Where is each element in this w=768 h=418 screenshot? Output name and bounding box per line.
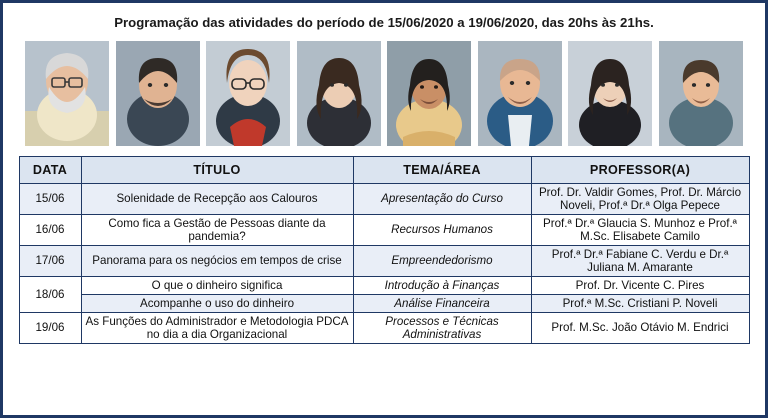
cell-titulo: Acompanhe o uso do dinheiro	[81, 294, 353, 312]
cell-data: 15/06	[19, 183, 81, 214]
column-header-professor: PROFESSOR(A)	[531, 156, 749, 183]
table-header-row	[19, 156, 749, 183]
cell-professor: Prof.ª Dr.ª Glaucia S. Munhoz e Prof.ª M.Sc. Elisabete Camilo	[531, 214, 749, 245]
table-row	[19, 245, 749, 276]
page-title: Programação das atividades do período de 15/06/2020 a 19/06/2020, das 20hs às 21hs.	[114, 15, 654, 30]
photo-joao-otavio-endrici	[659, 41, 743, 146]
table-row	[19, 312, 749, 343]
cell-tema: Análise Financeira	[353, 294, 531, 312]
cell-titulo: Como fica a Gestão de Pessoas diante da pandemia?	[81, 214, 353, 245]
cell-titulo: Panorama para os negócios em tempos de crise	[81, 245, 353, 276]
cell-data: 16/06	[19, 214, 81, 245]
photo-elisabete-camilo	[387, 41, 471, 146]
photo-fabiane-verdu	[568, 41, 652, 146]
photo-marcio-noveli	[116, 41, 200, 146]
cell-tema: Introdução à Finanças	[353, 276, 531, 294]
column-header-tema: TEMA/ÁREA	[353, 156, 531, 183]
cell-professor: Prof.ª M.Sc. Cristiani P. Noveli	[531, 294, 749, 312]
table-row	[19, 276, 749, 294]
schedule-table	[19, 156, 750, 344]
cell-tema: Apresentação do Curso	[353, 183, 531, 214]
cell-data: 19/06	[19, 312, 81, 343]
cell-tema: Empreendedorismo	[353, 245, 531, 276]
photo-vicente-pires	[478, 41, 562, 146]
cell-titulo: O que o dinheiro significa	[81, 276, 353, 294]
column-header-data: DATA	[19, 156, 81, 183]
cell-tema: Recursos Humanos	[353, 214, 531, 245]
cell-professor: Prof. M.Sc. João Otávio M. Endrici	[531, 312, 749, 343]
table-row	[19, 183, 749, 214]
table-row	[19, 214, 749, 245]
cell-tema: Processos e Técnicas Administrativas	[353, 312, 531, 343]
photo-strip	[3, 41, 765, 146]
cell-titulo: As Funções do Administrador e Metodologia PDCA no dia a dia Organizacional	[81, 312, 353, 343]
cell-professor: Prof. Dr. Vicente C. Pires	[531, 276, 749, 294]
photo-glaucia-munhoz	[297, 41, 381, 146]
cell-professor: Prof. Dr. Valdir Gomes, Prof. Dr. Márcio Noveli, Prof.ª Dr.ª Olga Pepece	[531, 183, 749, 214]
cell-data: 18/06	[19, 276, 81, 312]
cell-professor: Prof.ª Dr.ª Fabiane C. Verdu e Dr.ª Juliana M. Amarante	[531, 245, 749, 276]
cell-titulo: Solenidade de Recepção aos Calouros	[81, 183, 353, 214]
table-row	[19, 294, 749, 312]
cell-data: 17/06	[19, 245, 81, 276]
column-header-titulo: TÍTULO	[81, 156, 353, 183]
photo-pepece	[206, 41, 290, 146]
photo-valdir-gomes	[25, 41, 109, 146]
